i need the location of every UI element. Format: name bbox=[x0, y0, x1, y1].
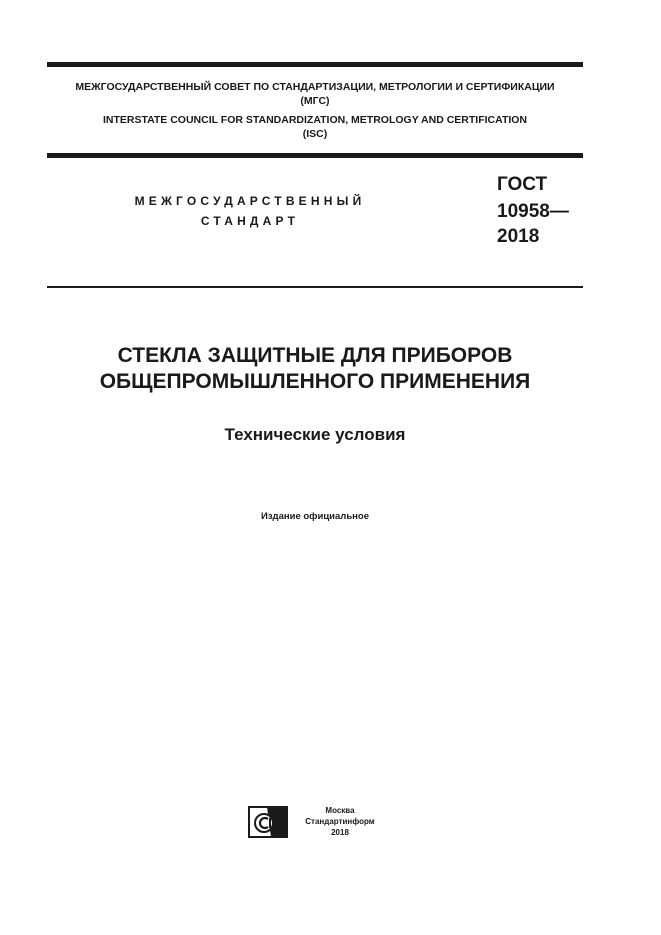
publisher-year: 2018 bbox=[331, 828, 349, 837]
gost-number: 10958— bbox=[497, 201, 569, 222]
document-title-line2: ОБЩЕПРОМЫШЛЕННОГО ПРИМЕНЕНИЯ bbox=[99, 370, 531, 393]
edition-note: Издание официальное bbox=[261, 511, 369, 522]
document-title bbox=[60, 343, 570, 395]
council-name-en-line: INTERSTATE COUNCIL FOR STANDARDIZATION, METROLOGY AND CERTIFICATION bbox=[102, 114, 528, 126]
standartinform-logo-icon bbox=[248, 806, 288, 838]
standard-type-line1: МЕЖГОСУДАРСТВЕННЫЙ bbox=[134, 194, 366, 208]
council-name-ru bbox=[47, 80, 583, 108]
document-subtitle: Технические условия bbox=[224, 425, 406, 444]
publisher-block bbox=[297, 805, 383, 838]
publisher-name: Стандартинформ bbox=[305, 817, 375, 826]
council-name-en bbox=[47, 113, 583, 141]
council-abbr-en: (ISC) bbox=[302, 128, 328, 140]
standard-type-line2: СТАНДАРТ bbox=[200, 214, 300, 228]
council-abbr-ru: (МГС) bbox=[300, 95, 330, 107]
document-title-line1: СТЕКЛА ЗАЩИТНЫЕ ДЛЯ ПРИБОРОВ bbox=[117, 344, 513, 367]
publisher-city: Москва bbox=[325, 806, 355, 815]
bottom-rule bbox=[47, 286, 583, 288]
top-rule bbox=[47, 62, 583, 67]
council-name-ru-line: МЕЖГОСУДАРСТВЕННЫЙ СОВЕТ ПО СТАНДАРТИЗАЦИИ, МЕТРОЛОГИИ И СЕРТИФИКАЦИИ bbox=[75, 81, 555, 93]
middle-rule bbox=[47, 153, 583, 158]
gost-label: ГОСТ bbox=[497, 174, 548, 195]
gost-year: 2018 bbox=[497, 226, 540, 247]
